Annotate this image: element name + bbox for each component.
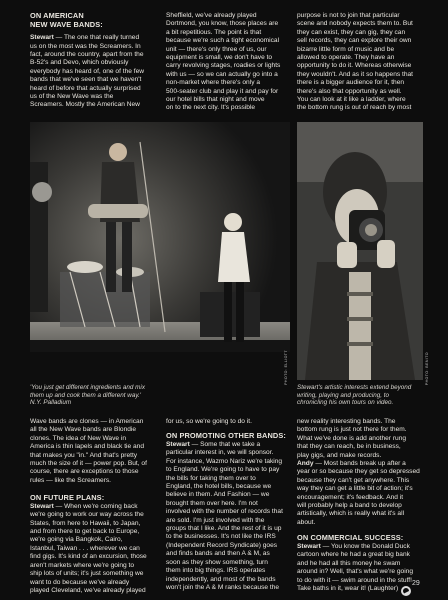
caption-line: chronicling his own tours on video. — [297, 399, 394, 407]
text-line: and he had all this money he swam — [297, 559, 401, 567]
text-line: purpose is not to join that particular — [297, 12, 400, 19]
text-line: the bottom rung is out of reach by most — [297, 104, 412, 112]
speaker-name: Stewart — [297, 542, 321, 550]
concert-photo-illustration — [30, 122, 290, 380]
text-line: aren't markets where we're going to — [30, 561, 135, 569]
speaker-name: Andy — [297, 460, 314, 468]
text-line: sell records, they can explore their own — [297, 37, 412, 45]
text-line: much the size of it — power pop. But, of — [30, 460, 147, 468]
text-line: around in? Well, that's what we're going — [297, 568, 414, 576]
text-line: because we're such a tight economical — [166, 37, 280, 45]
camera-photo-illustration — [297, 122, 423, 380]
top-column-3 — [297, 12, 423, 113]
text-line: believe in them. And Fashion — we — [166, 491, 270, 499]
speaker-name: Stewart — [30, 502, 54, 510]
bottom-column-1 — [30, 418, 156, 595]
text-line: bands that we've seen that we haven't — [30, 76, 142, 84]
text-line: fact, around the country, apart from the — [30, 51, 144, 58]
text-line: unit — there's only three of us, our — [166, 45, 267, 53]
text-line: rules — like the Screamers. — [30, 476, 111, 484]
photo-credit: PHOTO: BENITO — [425, 352, 429, 386]
caption-line: N.Y. Palladium — [30, 399, 72, 407]
text-line: Wave bands are clones — in American — [30, 418, 144, 425]
text-line: — The one that really turned — [53, 34, 140, 42]
text-line: there's also that opportunity as well. — [297, 87, 402, 95]
text-line: opportunity to do it. Whereas otherwise — [297, 62, 412, 70]
text-line: are sold. I'm just involved with the — [166, 516, 265, 524]
text-line: Sheffield, we've already played — [166, 12, 257, 19]
text-line: involved with the number of records that — [166, 508, 283, 516]
concert-photo-caption — [30, 384, 170, 407]
text-line: Take baths in it, wear it! (Laughter) — [297, 584, 399, 592]
text-line: brought them over here. I'm not — [166, 499, 258, 507]
concert-photo — [30, 122, 290, 380]
publisher-logo-icon — [401, 586, 411, 596]
text-line: they wouldn't. And as it so happens that — [297, 70, 413, 78]
text-line: and finds bands and then A & M, as — [166, 550, 270, 558]
text-line: on to the next city. It's possible — [166, 104, 256, 112]
text-line: all the New Wave bands are Blondie — [30, 426, 137, 434]
text-line: everybody has heard of, one of the few — [30, 67, 144, 75]
camera-photo-caption — [297, 384, 423, 407]
text-line: soon as they show something, turn — [166, 558, 268, 566]
caption-line: Stewart's artistic interests extend beyond — [297, 384, 412, 391]
page-number: 29 — [412, 580, 420, 587]
text-line: (Independent Record Syndicate) goes — [166, 541, 278, 549]
text-line: particular interest in, we will sponsor. — [166, 449, 274, 457]
text-line: allowed to operate. They have an — [297, 54, 395, 62]
text-line: ship lots of units; it's just something we — [30, 570, 144, 578]
text-line: to do with it — swim around in the stuff! — [297, 576, 412, 584]
text-line: they can exist, they can gig, they can — [297, 28, 406, 36]
text-line: — Some that we take a — [189, 441, 261, 448]
text-line: our hotel bills that night and move — [166, 96, 265, 104]
text-line: a bit repetitious. The point is that — [166, 28, 262, 36]
paragraph — [30, 503, 156, 511]
caption-line: 'You just get different ingredients and mix — [30, 384, 145, 391]
caption-line: them up and cook them a different way.' — [30, 391, 141, 399]
text-line: want to do because we've already — [30, 578, 130, 586]
text-line: bottom rung is just not there for them. — [297, 426, 407, 434]
text-line: Dortmond, you know, those places are — [166, 20, 279, 28]
bottom-column-3 — [297, 418, 423, 593]
text-line: encouragement; it's feedback. And it — [297, 493, 404, 501]
bottom-column-2 — [166, 418, 292, 592]
text-line: them into big things. IRS operates — [166, 567, 266, 575]
text-line: scene and nobody expects them to. But — [297, 20, 413, 28]
text-line: artistically, which is really what it's all — [297, 510, 405, 518]
text-line: us on the most was the Screamers. In — [30, 42, 141, 50]
text-line: — You know the Donald Duck — [320, 542, 410, 550]
text-line: with us — so we can actually go into a — [166, 70, 278, 78]
text-line: new reality interesting bands. The — [297, 418, 396, 425]
text-line: find gigs. It's kind of an excursion, those — [30, 553, 147, 561]
text-line: the bills for taking them over to — [166, 474, 256, 482]
photo-credit: PHOTO: ELLIOTT — [284, 350, 288, 385]
text-line: about. — [297, 518, 316, 526]
text-line: to the businesses. It's not like the IRS — [166, 533, 276, 541]
top-column-1 — [30, 12, 156, 110]
text-line: clones. The idea of New Wave in — [30, 434, 127, 442]
text-line: we're going via Bangkok, Cairo, — [30, 536, 123, 544]
text-line: England, the hotel bills, because we — [166, 483, 272, 491]
text-line: Screamers. Mostly the American New — [30, 101, 140, 109]
text-line: year or so because they get so depressed — [297, 468, 420, 476]
paragraph — [166, 441, 292, 449]
heading-future-plans: ON FUTURE PLANS: — [30, 493, 105, 503]
text-line: and from there to get back to Europe, — [30, 528, 140, 536]
heading-line: ON AMERICAN — [30, 11, 84, 20]
text-line: way they can get a little bit of action; it's — [297, 485, 413, 493]
text-line: Istanbul, Taiwan . . . wherever we can — [30, 544, 140, 552]
top-column-2 — [166, 12, 292, 113]
heading-promoting-bands: ON PROMOTING OTHER BANDS: — [166, 431, 286, 441]
text-line: that they can reach, be in business, — [297, 443, 401, 451]
paragraph — [30, 34, 156, 42]
paragraph — [297, 460, 423, 468]
text-line: because they can't get anywhere. This — [297, 476, 410, 484]
text-line: heard of before that actually surprised — [30, 84, 141, 92]
text-line: equipment is small, we don't have to — [166, 54, 273, 62]
text-line: play gigs, and make records. — [297, 451, 382, 459]
text-line: — Most bands break up after a — [313, 460, 406, 468]
text-line: groups that I like. And the rest of it is up — [166, 525, 282, 533]
text-line: non-market where there's only a — [166, 79, 260, 87]
text-line: carry revolving stages, roadies or lights — [166, 62, 281, 70]
text-line: played Cleveland, we've already played — [30, 586, 146, 594]
text-line: us of the New Wave was the — [30, 93, 114, 101]
text-line: cartoon where he had a great big bank — [297, 551, 410, 559]
heading-line: NEW WAVE BANDS: — [30, 19, 103, 29]
heading-commercial-success: ON COMMERCIAL SUCCESS: — [297, 533, 404, 543]
text-line: for us, so we're going to do it. — [166, 418, 252, 425]
paragraph — [297, 543, 423, 551]
text-line: 500-seater club and play it and pay for — [166, 87, 279, 95]
text-line: America is thin lapels and black tie and — [30, 443, 144, 451]
text-line: For instance, Wazmo Nariz we're taking — [166, 457, 283, 465]
text-line: States, from here to Hawaii, to Japan, — [30, 519, 141, 527]
text-line: we're going to work our way across the — [30, 511, 144, 519]
text-line: B-52's and Devo, which obviously — [30, 59, 129, 67]
text-line: independently, and most of the bands — [166, 575, 276, 583]
text-line: You can look at it like a ladder, where — [297, 96, 406, 104]
text-line: there is a bigger audience for it, then — [297, 79, 405, 87]
text-line: course, there are exceptions to those — [30, 468, 139, 476]
heading-american-new-wave — [30, 12, 156, 29]
speaker-name: Stewart — [30, 34, 54, 42]
text-line: bizarre little form of music and be — [297, 45, 395, 53]
text-line: What we've done is add another rung — [297, 434, 407, 442]
speaker-name: Stewart — [166, 441, 190, 448]
text-line: will probably help a band to develop — [297, 502, 402, 510]
caption-line: writing, playing and producing, to — [297, 391, 390, 399]
camera-photo — [297, 122, 423, 380]
text-line: won't join the A & M ranks because the — [166, 583, 280, 591]
text-line: to England. We're going to have to pay — [166, 466, 280, 474]
text-line: that makes you "in." And that's pretty — [30, 451, 138, 459]
text-line: — When we're coming back — [53, 502, 138, 510]
